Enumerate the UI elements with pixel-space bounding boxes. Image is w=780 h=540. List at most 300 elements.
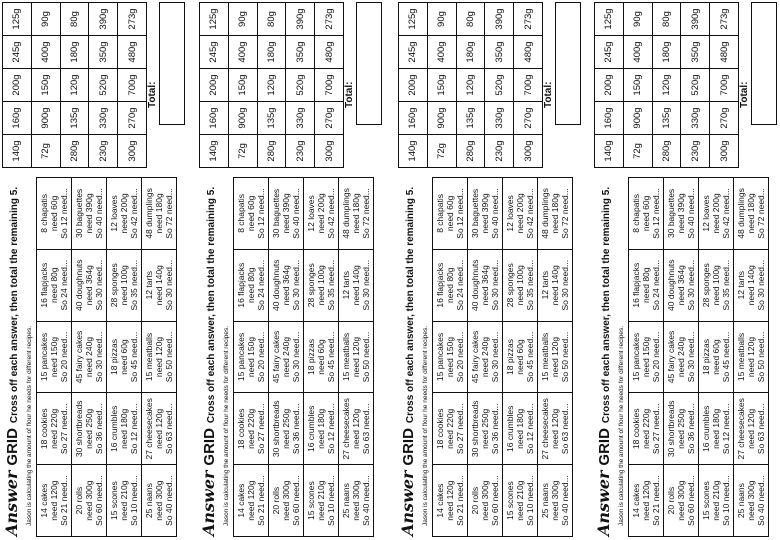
- recipe-cell: [37, 322, 71, 393]
- recipe-amount: need 390g: [84, 193, 94, 234]
- recipe-amount: need 210g: [711, 480, 721, 521]
- recipe-amount: need 364g: [84, 265, 94, 306]
- recipe-question: So 60 need...: [291, 475, 301, 526]
- answer-cell: 125g: [595, 3, 623, 35]
- recipe-question: So 72 need...: [756, 188, 766, 239]
- recipe-question: So 30 need...: [361, 259, 371, 311]
- recipe-question: So 10 need...: [129, 475, 139, 526]
- recipe-grid: [432, 177, 573, 537]
- recipe-cell: [538, 393, 572, 464]
- title-instruction: Cross off each answer, then total the remaining 5.: [601, 186, 612, 424]
- recipe-question: So 45 need...: [525, 331, 535, 383]
- recipe-item: 48 dumplings: [341, 188, 351, 239]
- recipe-amount: need 390g: [480, 193, 490, 234]
- recipe-question: So 72 need...: [164, 188, 174, 239]
- recipe-amount: need 364g: [676, 265, 686, 306]
- total-box: [356, 2, 382, 125]
- answer-cell: 160g: [595, 102, 623, 134]
- answer-cell: 230g: [485, 135, 513, 167]
- recipe-cell: [734, 465, 768, 536]
- recipe-amount: need 140g: [550, 265, 560, 306]
- recipe-amount: need 300g: [480, 480, 490, 521]
- answer-cell: 700g: [710, 69, 738, 101]
- recipe-amount: need 240g: [84, 336, 94, 378]
- recipe-question: So 63 need...: [560, 403, 570, 455]
- recipe-question: So 42 need...: [721, 188, 731, 239]
- recipe-cell: [734, 178, 768, 249]
- recipe-amount: need 80g: [445, 267, 455, 303]
- title-instruction: Cross off each answer, then total the remaining 5.: [9, 186, 20, 424]
- recipe-item: 27 cheesecakes: [736, 398, 746, 460]
- recipe-question: So 24 need...: [256, 259, 266, 311]
- recipe-item: 18 pizzas: [109, 339, 119, 375]
- recipe-cell: [37, 178, 71, 249]
- recipe-item: 16 flapjacks: [236, 262, 246, 308]
- recipe-amount: need 150g: [445, 336, 455, 378]
- answer-cell: 90g: [624, 3, 652, 35]
- answer-cell: 700g: [315, 69, 343, 101]
- answer-cell: 72g: [229, 135, 257, 167]
- recipe-item: 12 tarts: [144, 271, 154, 300]
- recipe-cell: [107, 250, 141, 321]
- answer-cell: 273g: [118, 3, 146, 35]
- answer-cell: 300g: [118, 135, 146, 167]
- recipe-amount: need 180g: [119, 408, 129, 449]
- answer-cell: 180g: [653, 36, 681, 68]
- total-label: Total:: [739, 81, 750, 108]
- recipe-cell: [269, 465, 303, 536]
- title-grid-word: GRID: [400, 428, 417, 466]
- recipe-amount: need 120g: [550, 336, 560, 378]
- answer-cell: 245g: [3, 36, 31, 68]
- recipe-question: So 63 need...: [164, 403, 174, 455]
- recipe-cell: [339, 178, 373, 249]
- answer-cell: 390g: [485, 3, 513, 35]
- recipe-cell: [468, 178, 502, 249]
- answer-grid: [594, 2, 739, 168]
- recipe-amount: need 120g: [351, 408, 361, 449]
- recipe-cell: [468, 322, 502, 393]
- worksheet-title: [592, 187, 619, 536]
- recipe-question: So 30 need...: [686, 331, 696, 383]
- answer-cell: 350g: [681, 36, 709, 68]
- recipe-amount: need 100g: [316, 265, 326, 306]
- recipe-amount: need 100g: [711, 265, 721, 306]
- recipe-amount: need 250g: [676, 408, 686, 449]
- recipe-item: 12 tarts: [736, 271, 746, 300]
- recipe-question: So 40 need...: [756, 475, 766, 526]
- recipe-question: So 10 need...: [721, 475, 731, 526]
- recipe-amount: need 80g: [246, 267, 256, 303]
- answer-cell: 140g: [3, 135, 31, 167]
- recipe-cell: [503, 465, 537, 536]
- recipe-cell: [699, 178, 733, 249]
- recipe-question: So 45 need...: [721, 331, 731, 383]
- answer-cell: 520g: [286, 69, 314, 101]
- answer-cell: 270g: [514, 102, 542, 134]
- answer-cell: 400g: [229, 36, 257, 68]
- recipe-cell: [107, 393, 141, 464]
- recipe-item: 8 chapatis: [39, 194, 49, 233]
- recipe-amount: need 364g: [281, 265, 291, 306]
- recipe-question: So 20 need...: [455, 331, 465, 383]
- recipe-item: 18 cookies: [631, 408, 641, 450]
- answer-cell: 330g: [485, 102, 513, 134]
- recipe-amount: need 60g: [316, 339, 326, 375]
- recipe-cell: [142, 250, 176, 321]
- recipe-amount: need 300g: [351, 480, 361, 521]
- recipe-item: 45 fairy cakes: [666, 330, 676, 384]
- recipe-amount: need 120g: [246, 480, 256, 521]
- worksheet-copy-4: [592, 0, 778, 540]
- recipe-grid: [36, 177, 177, 537]
- answer-cell: 80g: [653, 3, 681, 35]
- answer-cell: 150g: [32, 69, 60, 101]
- answer-cell: 125g: [3, 3, 31, 35]
- title-answer-word: Answer: [594, 470, 613, 536]
- answer-cell: 390g: [89, 3, 117, 35]
- answer-cell: 180g: [457, 36, 485, 68]
- recipe-cell: [234, 393, 268, 464]
- recipe-question: So 50 need...: [560, 331, 570, 383]
- recipe-question: So 20 need...: [651, 331, 661, 383]
- recipe-amount: need 150g: [246, 336, 256, 378]
- recipe-amount: need 210g: [515, 480, 525, 521]
- answer-cell: 300g: [514, 135, 542, 167]
- recipe-cell: [699, 393, 733, 464]
- recipe-item: 15 meatballs: [144, 332, 154, 382]
- recipe-question: So 12 need...: [721, 403, 731, 455]
- answer-cell: 520g: [89, 69, 117, 101]
- recipe-amount: need 180g: [154, 193, 164, 234]
- recipe-question: So 27 need...: [651, 403, 661, 455]
- answer-cell: 200g: [399, 69, 427, 101]
- recipe-cell: [234, 250, 268, 321]
- recipe-cell: [339, 465, 373, 536]
- worksheet-title: [0, 187, 27, 536]
- title-answer-word: Answer: [398, 470, 417, 536]
- recipe-question: So 21 need...: [256, 475, 266, 526]
- recipe-question: So 45 need...: [129, 331, 139, 383]
- recipe-item: 18 pizzas: [701, 339, 711, 375]
- recipe-cell: [664, 393, 698, 464]
- answer-cell: 140g: [200, 135, 228, 167]
- recipe-item: 48 dumplings: [736, 188, 746, 239]
- recipe-question: So 42 need...: [129, 188, 139, 239]
- recipe-amount: need 120g: [154, 408, 164, 449]
- recipe-item: 40 doughnuts: [470, 259, 480, 311]
- recipe-question: So 12 need...: [651, 188, 661, 239]
- recipe-amount: need 220g: [49, 408, 59, 449]
- recipe-cell: [629, 322, 663, 393]
- answer-grid: [2, 2, 147, 168]
- answer-cell: 400g: [32, 36, 60, 68]
- recipe-cell: [538, 322, 572, 393]
- recipe-cell: [234, 465, 268, 536]
- answer-cell: 72g: [624, 135, 652, 167]
- answer-cell: 120g: [258, 69, 286, 101]
- answer-cell: 120g: [61, 69, 89, 101]
- total-box: [159, 2, 185, 125]
- recipe-item: 16 flapjacks: [631, 262, 641, 308]
- recipe-cell: [734, 250, 768, 321]
- recipe-question: So 60 need...: [490, 475, 500, 526]
- answer-cell: 180g: [61, 36, 89, 68]
- recipe-cell: [304, 393, 338, 464]
- answer-cell: 150g: [624, 69, 652, 101]
- recipe-item: 28 sponges: [306, 263, 316, 308]
- recipe-question: So 20 need...: [59, 331, 69, 383]
- answer-cell: 245g: [200, 36, 228, 68]
- answer-cell: 480g: [514, 36, 542, 68]
- recipe-item: 30 shortbreads: [470, 400, 480, 458]
- recipe-item: 15 pancakes: [39, 332, 49, 382]
- recipe-cell: [304, 178, 338, 249]
- answer-cell: 160g: [399, 102, 427, 134]
- worksheet-title: [396, 187, 423, 536]
- recipe-question: So 36 need...: [291, 403, 301, 455]
- recipe-item: 18 pizzas: [505, 339, 515, 375]
- answer-cell: 330g: [286, 102, 314, 134]
- recipe-item: 45 fairy cakes: [470, 330, 480, 384]
- recipe-amount: need 364g: [480, 265, 490, 306]
- recipe-item: 14 cakes: [236, 483, 246, 518]
- recipe-grid: [233, 177, 374, 537]
- title-answer-word: Answer: [199, 470, 218, 536]
- recipe-question: So 30 need...: [94, 259, 104, 311]
- recipe-item: 25 naans: [144, 483, 154, 519]
- answer-cell: 390g: [286, 3, 314, 35]
- recipe-question: So 27 need...: [59, 403, 69, 455]
- recipe-item: 40 doughnuts: [74, 259, 84, 311]
- recipe-amount: need 200g: [316, 193, 326, 234]
- recipe-amount: need 120g: [445, 480, 455, 521]
- recipe-cell: [503, 250, 537, 321]
- recipe-cell: [234, 178, 268, 249]
- recipe-question: So 63 need...: [756, 403, 766, 455]
- answer-cell: 280g: [653, 135, 681, 167]
- recipe-amount: need 200g: [119, 193, 129, 234]
- recipe-item: 16 crumbles: [505, 405, 515, 452]
- recipe-cell: [433, 393, 467, 464]
- recipe-question: So 12 need...: [256, 188, 266, 239]
- recipe-amount: need 60g: [49, 195, 59, 232]
- answer-cell: 900g: [229, 102, 257, 134]
- recipe-amount: need 150g: [49, 336, 59, 378]
- recipe-amount: need 80g: [641, 267, 651, 303]
- answer-cell: 125g: [399, 3, 427, 35]
- recipe-question: So 30 need...: [291, 331, 301, 383]
- recipe-question: So 45 need...: [326, 331, 336, 383]
- recipe-amount: need 300g: [154, 480, 164, 521]
- recipe-item: 14 cakes: [631, 483, 641, 518]
- total-box: [751, 2, 777, 125]
- recipe-cell: [269, 393, 303, 464]
- answer-cell: 273g: [514, 3, 542, 35]
- recipe-amount: need 140g: [351, 265, 361, 306]
- recipe-item: 28 sponges: [505, 263, 515, 308]
- recipe-question: So 50 need...: [361, 331, 371, 383]
- recipe-amount: need 180g: [515, 408, 525, 449]
- answer-grid: [199, 2, 344, 168]
- worksheet-copy-2: [197, 0, 383, 540]
- answer-cell: 390g: [681, 3, 709, 35]
- answer-cell: 245g: [399, 36, 427, 68]
- total-label: Total:: [344, 81, 355, 108]
- intro-text: Jason is calculating the amount of flour he needs for different recipes.: [422, 325, 429, 526]
- recipe-item: 48 dumplings: [540, 188, 550, 239]
- recipe-item: 18 cookies: [39, 408, 49, 450]
- answer-cell: 350g: [89, 36, 117, 68]
- recipe-item: 20 rolls: [666, 486, 676, 515]
- recipe-cell: [503, 322, 537, 393]
- total-label: Total:: [147, 81, 158, 108]
- answer-cell: 245g: [595, 36, 623, 68]
- recipe-cell: [734, 393, 768, 464]
- recipe-question: So 35 need...: [525, 259, 535, 311]
- answer-cell: 72g: [428, 135, 456, 167]
- recipe-cell: [142, 322, 176, 393]
- recipe-cell: [503, 393, 537, 464]
- recipe-cell: [339, 250, 373, 321]
- worksheet-title: [197, 187, 224, 536]
- recipe-item: 25 naans: [736, 483, 746, 519]
- recipe-question: So 20 need...: [256, 331, 266, 383]
- title-instruction: Cross off each answer, then total the remaining 5.: [405, 186, 416, 424]
- answer-cell: 150g: [229, 69, 257, 101]
- intro-text: Jason is calculating the amount of flour he needs for different recipes.: [26, 325, 33, 526]
- answer-cell: 520g: [485, 69, 513, 101]
- answer-cell: 400g: [624, 36, 652, 68]
- recipe-cell: [107, 178, 141, 249]
- recipe-question: So 30 need...: [490, 259, 500, 311]
- recipe-cell: [433, 178, 467, 249]
- answer-cell: 135g: [653, 102, 681, 134]
- recipe-question: So 12 need...: [129, 403, 139, 455]
- recipe-cell: [699, 250, 733, 321]
- recipe-amount: need 250g: [480, 408, 490, 449]
- recipe-question: So 12 need...: [525, 403, 535, 455]
- recipe-question: So 72 need...: [560, 188, 570, 239]
- intro-text: Jason is calculating the amount of flour he needs for different recipes.: [223, 325, 230, 526]
- intro-text: Jason is calculating the amount of flour he needs for different recipes.: [618, 325, 625, 526]
- recipe-amount: need 120g: [351, 336, 361, 378]
- recipe-item: 14 cakes: [435, 483, 445, 518]
- answer-cell: 80g: [258, 3, 286, 35]
- recipe-item: 48 dumplings: [144, 188, 154, 239]
- recipe-item: 15 meatballs: [736, 332, 746, 382]
- recipe-cell: [629, 393, 663, 464]
- title-answer-word: Answer: [2, 470, 21, 536]
- total-box: [555, 2, 581, 125]
- recipe-item: 25 naans: [341, 483, 351, 519]
- recipe-cell: [304, 250, 338, 321]
- recipe-question: So 72 need...: [361, 188, 371, 239]
- recipe-cell: [37, 250, 71, 321]
- recipe-item: 20 rolls: [271, 486, 281, 515]
- recipe-cell: [142, 178, 176, 249]
- recipe-item: 16 crumbles: [109, 405, 119, 452]
- recipe-question: So 36 need...: [94, 403, 104, 455]
- recipe-item: 30 baguettes: [666, 188, 676, 238]
- recipe-amount: need 200g: [515, 193, 525, 234]
- recipe-question: So 60 need...: [94, 475, 104, 526]
- recipe-cell: [269, 322, 303, 393]
- recipe-item: 15 scones: [109, 481, 119, 520]
- recipe-question: So 30 need...: [94, 331, 104, 383]
- recipe-item: 12 tarts: [540, 271, 550, 300]
- recipe-amount: need 390g: [281, 193, 291, 234]
- answer-cell: 200g: [3, 69, 31, 101]
- recipe-amount: need 220g: [246, 408, 256, 449]
- recipe-question: So 40 need...: [291, 188, 301, 239]
- recipe-question: So 35 need...: [721, 259, 731, 311]
- recipe-question: So 24 need...: [455, 259, 465, 311]
- answer-cell: 270g: [315, 102, 343, 134]
- recipe-item: 40 doughnuts: [271, 259, 281, 311]
- recipe-amount: need 300g: [676, 480, 686, 521]
- recipe-cell: [72, 250, 106, 321]
- recipe-cell: [468, 250, 502, 321]
- recipe-item: 15 pancakes: [435, 332, 445, 382]
- answer-cell: 230g: [681, 135, 709, 167]
- recipe-item: 30 baguettes: [470, 188, 480, 238]
- recipe-cell: [433, 465, 467, 536]
- recipe-item: 15 scones: [505, 481, 515, 520]
- recipe-amount: need 120g: [154, 336, 164, 378]
- recipe-amount: need 200g: [711, 193, 721, 234]
- answer-cell: 280g: [457, 135, 485, 167]
- answer-cell: 480g: [315, 36, 343, 68]
- recipe-question: So 12 need...: [326, 403, 336, 455]
- recipe-amount: need 120g: [746, 408, 756, 449]
- recipe-amount: need 120g: [746, 336, 756, 378]
- answer-cell: 135g: [61, 102, 89, 134]
- recipe-cell: [433, 250, 467, 321]
- recipe-cell: [142, 465, 176, 536]
- answer-cell: 120g: [653, 69, 681, 101]
- recipe-item: 16 flapjacks: [435, 262, 445, 308]
- recipe-item: 20 rolls: [470, 486, 480, 515]
- recipe-amount: need 240g: [676, 336, 686, 378]
- answer-cell: 200g: [200, 69, 228, 101]
- answer-cell: 273g: [315, 3, 343, 35]
- answer-cell: 300g: [710, 135, 738, 167]
- recipe-item: 12 loaves: [109, 195, 119, 232]
- title-instruction: Cross off each answer, then total the remaining 5.: [206, 186, 217, 424]
- recipe-item: 45 fairy cakes: [271, 330, 281, 384]
- recipe-question: So 40 need...: [164, 475, 174, 526]
- recipe-cell: [72, 465, 106, 536]
- recipe-amount: need 210g: [119, 480, 129, 521]
- recipe-question: So 21 need...: [651, 475, 661, 526]
- recipe-amount: need 100g: [515, 265, 525, 306]
- recipe-question: So 50 need...: [164, 331, 174, 383]
- recipe-item: 18 cookies: [435, 408, 445, 450]
- answer-cell: 270g: [118, 102, 146, 134]
- recipe-item: 8 chapatis: [236, 194, 246, 233]
- recipe-amount: need 180g: [316, 408, 326, 449]
- answer-cell: 135g: [457, 102, 485, 134]
- recipe-amount: need 140g: [154, 265, 164, 306]
- answer-cell: 330g: [681, 102, 709, 134]
- recipe-item: 30 shortbreads: [271, 400, 281, 458]
- recipe-amount: need 210g: [316, 480, 326, 521]
- recipe-item: 12 loaves: [701, 195, 711, 232]
- recipe-item: 18 cookies: [236, 408, 246, 450]
- recipe-question: So 12 need...: [455, 188, 465, 239]
- recipe-cell: [142, 393, 176, 464]
